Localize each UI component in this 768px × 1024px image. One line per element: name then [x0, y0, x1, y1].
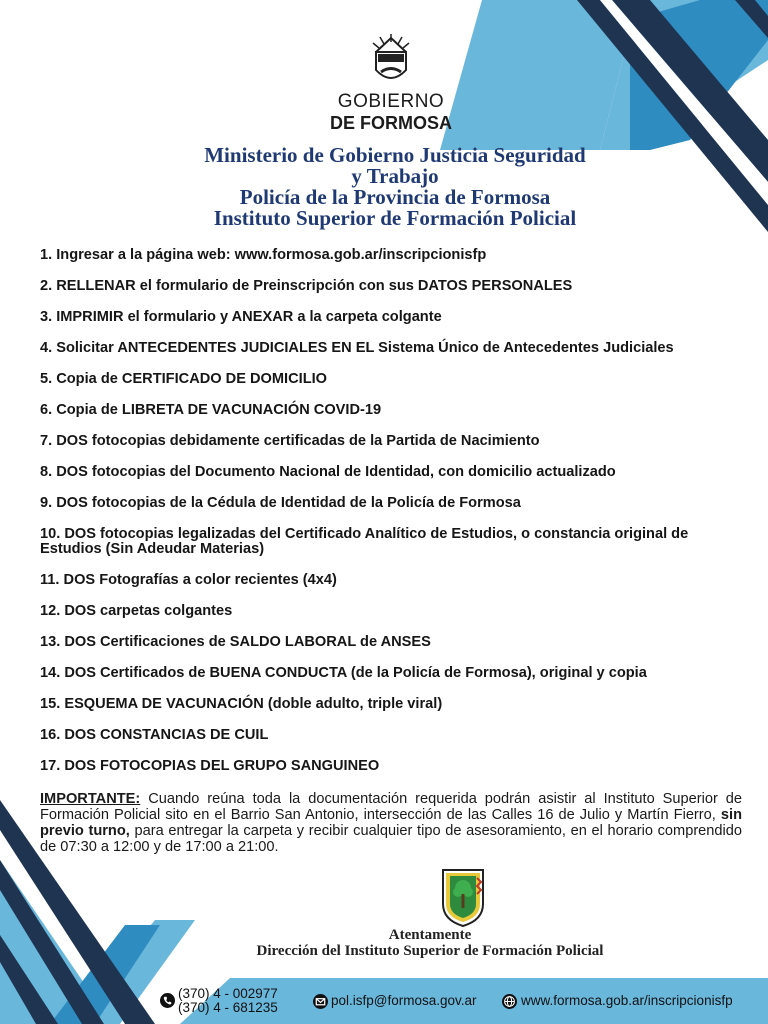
- requirement-item: 2. RELLENAR el formulario de Preinscripción con sus DATOS PERSONALES: [40, 278, 573, 294]
- requirement-item: 17. DOS FOTOCOPIAS DEL GRUPO SANGUINEO: [40, 758, 380, 774]
- requirement-item: 13. DOS Certificaciones de SALDO LABORAL de ANSES: [40, 634, 431, 650]
- requirement-item: 10. DOS fotocopias legalizadas del Certificado Analítico de Estudios, o constancia original de Estudios (Sin Adeudar Materias): [40, 526, 689, 557]
- important-text-1: Cuando reúna toda la documentación requerida podrán asistir al Instituto Superior de Formación Policial sito en el Barrio San Antonio, intersección de las Calles 16 de Julio y Martín Fierro,: [40, 791, 742, 823]
- phone-number-2[interactable]: (370) 4 - 681235: [178, 1000, 278, 1015]
- signature-greeting: Atentamente: [388, 927, 472, 943]
- heading-line-2: y Trabajo: [351, 164, 439, 188]
- provincial-seal-icon: [368, 32, 414, 88]
- requirement-item: 5. Copia de CERTIFICADO DE DOMICILIO: [40, 371, 328, 387]
- requirement-item: 12. DOS carpetas colgantes: [40, 603, 233, 619]
- requirement-item: 15. ESQUEMA DE VACUNACIÓN (doble adulto, triple viral): [40, 696, 443, 712]
- heading-line-3: Policía de la Provincia de Formosa: [239, 185, 551, 209]
- contact-phones: [160, 987, 300, 1017]
- globe-icon: [502, 994, 517, 1009]
- phone-number-1[interactable]: (370) 4 - 002977: [178, 986, 278, 1001]
- requirement-item: 8. DOS fotocopias del Documento Nacional de Identidad, con domicilio actualizado: [40, 464, 616, 480]
- important-bold: sin previo turno,: [40, 807, 742, 839]
- institution-heading: [100, 145, 690, 229]
- requirement-item: 9. DOS fotocopias de la Cédula de Identidad de la Policía de Formosa: [40, 495, 521, 511]
- contact-website: [502, 993, 752, 1011]
- important-label: IMPORTANTE:: [40, 791, 141, 807]
- logo-line-1: GOBIERNO: [337, 91, 445, 112]
- email-address[interactable]: pol.isfp@formosa.gov.ar: [331, 993, 477, 1008]
- website-url[interactable]: www.formosa.gob.ar/inscripcionisfp: [521, 993, 733, 1008]
- important-note: [40, 791, 742, 855]
- contact-email: [313, 993, 503, 1011]
- signature-block: [210, 927, 650, 959]
- important-text-2: para entregar la carpeta y recibir cualquier tipo de asesoramiento, en el horario comprendido de 07:30 a 12:00 y de 17:00 a 21:00.: [40, 823, 743, 855]
- police-emblem-icon: [441, 866, 485, 928]
- requirement-item: 7. DOS fotocopias debidamente certificadas de la Partida de Nacimiento: [40, 433, 540, 449]
- logo-line-2: DE FORMOSA: [329, 113, 452, 133]
- requirement-item: 14. DOS Certificados de BUENA CONDUCTA (de la Policía de Formosa), original y copia: [40, 665, 647, 681]
- requirement-item: 16. DOS CONSTANCIAS DE CUIL: [40, 727, 269, 743]
- heading-line-1: Ministerio de Gobierno Justicia Seguridad: [204, 143, 586, 167]
- requirement-item: 11. DOS Fotografías a color recientes (4x4): [40, 572, 337, 588]
- signature-department: Dirección del Instituto Superior de Formación Policial: [256, 943, 604, 959]
- heading-line-4: Instituto Superior de Formación Policial: [213, 206, 577, 230]
- gobierno-formosa-logo: [324, 32, 458, 132]
- requirement-item: 6. Copia de LIBRETA DE VACUNACIÓN COVID-19: [40, 402, 382, 418]
- requirement-item: 1. Ingresar a la página web: www.formosa.gob.ar/inscripcionisfp: [40, 247, 487, 263]
- requirement-item: 4. Solicitar ANTECEDENTES JUDICIALES EN EL Sistema Único de Antecedentes Judiciales: [40, 340, 674, 356]
- requirement-item: 3. IMPRIMIR el formulario y ANEXAR a la carpeta colgante: [40, 309, 442, 325]
- email-icon: [313, 994, 328, 1009]
- phone-icon: [160, 993, 175, 1008]
